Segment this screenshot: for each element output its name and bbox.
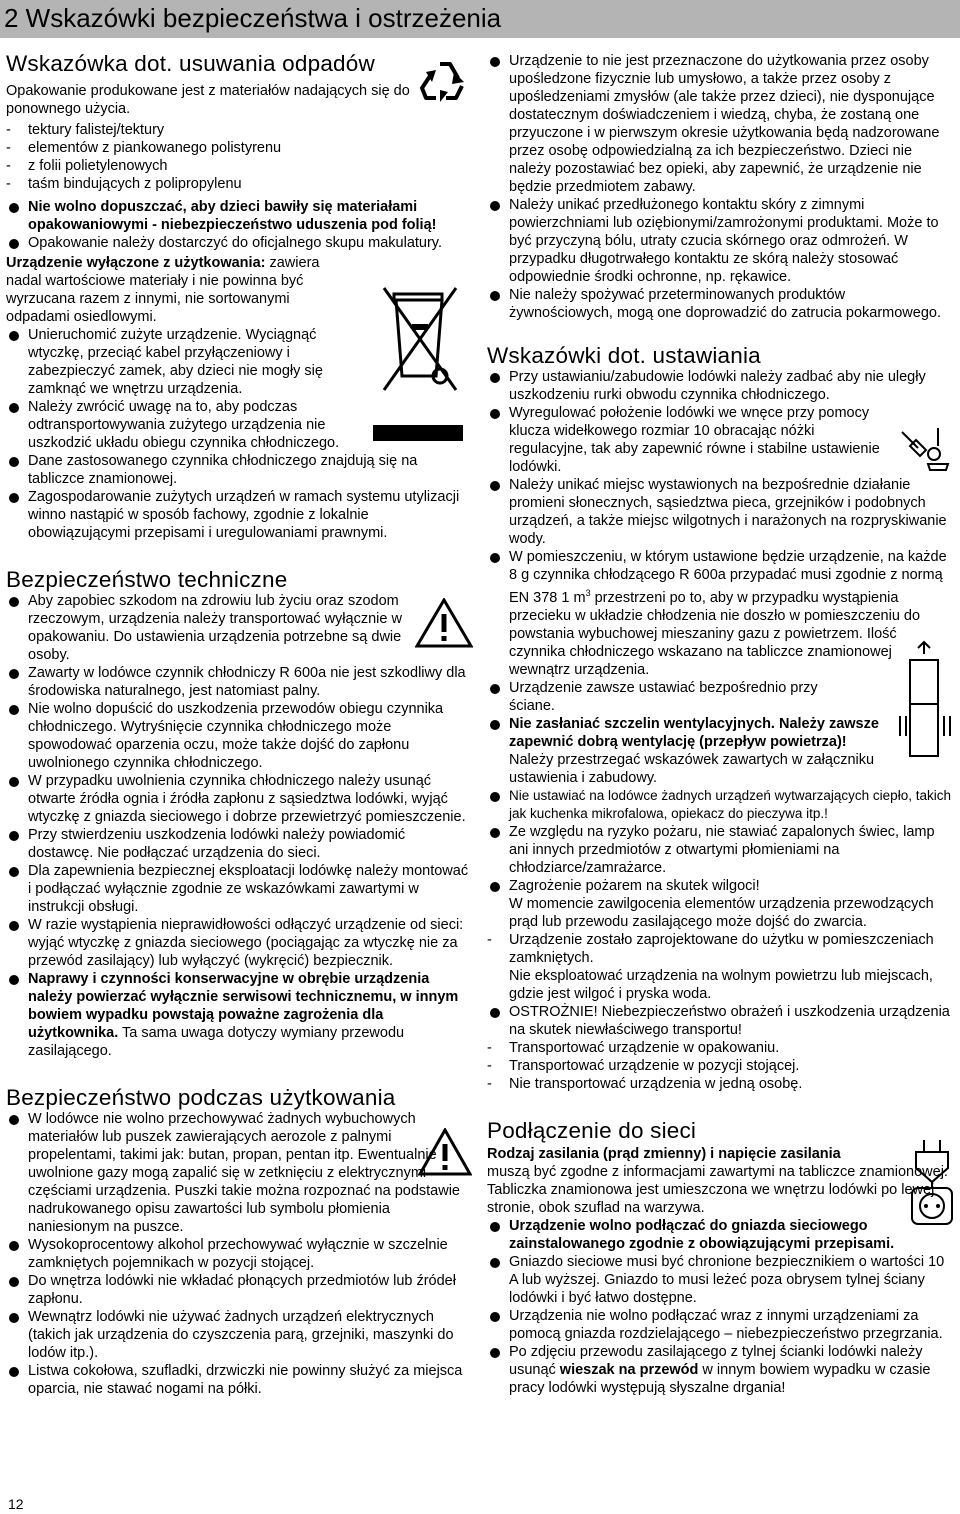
list-item: Aby zapobiec szkodom na zdrowiu lub życiu oraz szodom rzeczowym, urządzenia należy transportować wyłącznie w opakowaniu. Do ustawienia urządzenia potrzebne są dwie osoby. xyxy=(6,592,418,664)
power-paragraph: muszą być zgodne z informacjami zawartymi na tabliczce znamionowej. Tabliczka znamionowa jest umieszczona we wnętrzu lodówki po lewej stronie, obok szuflad na warzywa. xyxy=(487,1163,948,1216)
list-item: Urządzenia nie wolno podłączać wraz z innymi urządzeniami za pomocą gniazda rozdzielającego – niebezpieczeństwo przegrzania. xyxy=(487,1307,953,1343)
list-item: Listwa cokołowa, szufladki, drzwiczki nie powinny służyć za miejsca oparcia, nie stawać nogami na półki. xyxy=(6,1362,472,1398)
page-header xyxy=(0,0,960,38)
power-heading: Podłączenie do sieci xyxy=(487,1117,697,1143)
list-item: - Urządzenie zostało zaprojektowane do użytku w pomieszczeniach zamkniętych. xyxy=(487,931,953,967)
recycle-icon xyxy=(418,58,474,106)
crossed-bin-icon xyxy=(382,284,468,404)
power-subheading: Rodzaj zasilania (prąd zmienny) i napięcie zasilania xyxy=(487,1145,841,1162)
list-item: Opakowanie należy dostarczyć do oficjalnego skupu makulatury. xyxy=(6,234,472,252)
list-item: - z folii polietylenowych xyxy=(6,157,472,175)
list-item: W lodówce nie wolno przechowywać żadnych wybuchowych materiałów lub puszek zawierających aerozole z palnymi propelentami, takimi jak: butan, propan, pentan itp. Ewentualnie uwolnione gazy mogą zapalić się w zetknięciu z elektrycznymi częściami urządzenia. Puszki takie można rozpoznać na podstawie nadrukowanego opisu zawartości lub symbolu płomienia naniesionym na puszce. xyxy=(6,1110,472,1236)
usage-heading: Bezpieczeństwo podczas użytkowania xyxy=(6,1085,396,1110)
list-item: - Nie transportować urządzenia w jedną osobę. xyxy=(487,1075,953,1093)
solid-bar-symbol xyxy=(373,425,463,441)
list-item: Nie wolno dopuścić do uszkodzenia przewodów obiegu czynnika chłodniczego. Wytryśnięcie czynnika chłodniczego może spowodować oparzenia oczu, może także dojść do zapłonu uwolnionego czynnika chłodniczego. xyxy=(6,700,472,772)
tech-warning-bold: Naprawy i czynności konserwacyjne w obrębie urządzenia należy powierzać wyłącznie serwisowi technicznemu, w innym bowiem wypadku powstają poważne zagrożenia dla użytkownika. xyxy=(28,971,459,1041)
list-item: - Transportować urządzenie w opakowaniu. xyxy=(487,1039,953,1057)
left-column xyxy=(6,52,472,1398)
hanger-text-2: w innym bowiem wypadku w czasie pracy lodówki występują słyszalne drgania! xyxy=(509,1361,931,1396)
waste-paragraph-bold: Urządzenie wyłączone z użytkowania: xyxy=(6,255,266,271)
ventilation-diagram-icon xyxy=(890,640,958,766)
outdoor-text: Nie eksploatować urządzenia na wolnym powietrzu lub miejscach, gdzie jest wilgoć i pryska woda. xyxy=(509,967,933,1002)
list-item: Dane zastosowanego czynnika chłodniczego znajdują się na tabliczce znamionowej. xyxy=(6,452,472,488)
list-item: Należy unikać miejsc wystawionych na bezpośrednie działanie promieni słonecznych, sąsiedztwa pieca, grzejników i podobnych urządzeń, a także miejsc wilgotnych i narażonych na rozpryskiwanie wody. xyxy=(487,476,953,548)
setup-section xyxy=(487,344,953,1093)
list-item: Urządzenie wolno podłączać do gniazda sieciowego zainstalowanego zgodnie z obowiązującymi przepisami. xyxy=(487,1217,953,1253)
list-item: Urządzenie zawsze ustawiać bezpośrednio przy ściane. xyxy=(487,679,849,715)
list-item xyxy=(487,715,889,787)
list-item: Nie wolno dopuszczać, aby dzieci bawiły się materiałami opakowaniowymi - niebezpieczeństwo uduszenia pod folią! xyxy=(6,198,472,234)
list-item: Gniazdo sieciowe musi być chronione bezpiecznikiem o wartości 10 A lub wyższej. Gniazdo to musi leżeć poza obrysem tylnej ściany lodówki i być łatwo dostępne. xyxy=(487,1253,953,1307)
list-item: Zagrożenie pożarem na skutek wilgoci! xyxy=(487,877,953,895)
list-item: Unieruchomić zużyte urządzenie. Wyciągnąć wtyczkę, przeciąć kabel przyłączeniowy i zabezpieczyć zamek, aby dzieci nie mogły się zamknąć we wnętrzu urządzenia. xyxy=(6,326,353,398)
tech-heading: Bezpieczeństwo techniczne xyxy=(6,567,288,592)
right-column xyxy=(487,52,953,1397)
list-item: Przy ustawianiu/zabudowie lodówki należy zadbać aby nie uległy uszkodzeniu rurki obwodu czynnika chłodniczego. xyxy=(487,368,953,404)
list-item: - taśm bindujących z polipropylenu xyxy=(6,175,472,193)
tech-warning-text: Ta sama uwaga dotyczy wymiany przewodu zasilającego. xyxy=(28,1025,405,1059)
list-item: W razie wystąpienia nieprawidłowości odłączyć urządzenie od sieci: wyjąć wtyczkę z gniazda sieciowego (pociągając za wtyczkę nie za przewód zasilający) lub wyłączyć (wykręcić) bezpiecznik. xyxy=(6,916,472,970)
tech-section xyxy=(6,568,472,1060)
list-item: Nie ustawiać na lodówce żadnych urządzeń wytwarzających ciepło, takich jak kuchenka mikrofalowa, opiekacz do pieczywa itp.! xyxy=(487,787,953,823)
humidity-text: W momencie zawilgocenia elementów urządzenia przewodzących prąd lub przewodu zasilającego może dojść do zwarcia. xyxy=(509,895,934,930)
waste-paragraph-text: zawiera nadal wartościowe materiały i nie powinna być wyrzucana razem z innymi, nie sortowanymi odpadami osiedlowymi. xyxy=(6,255,320,325)
waste-paragraph xyxy=(6,254,356,326)
list-item: - Transportować urządzenie w pozycji stojącej. xyxy=(487,1057,953,1075)
superscript: 3 xyxy=(585,588,591,598)
list-item: OSTROŻNIE! Niebezpieczeństwo obrażeń i uszkodzenia urządzenia na skutek niewłaściwego transportu! xyxy=(487,1003,953,1039)
list-item: - elementów z piankowanego polistyrenu xyxy=(6,139,472,157)
waste-heading: Wskazówka dot. usuwania odpadów xyxy=(6,51,375,76)
ventilation-note: Należy przestrzegać wskazówek zawartych w załączniku ustawienia i zabudowy. xyxy=(509,751,875,786)
list-item xyxy=(487,1343,953,1397)
ventilation-text-2: przestrzeni po to, aby w przypadku wystąpienia przecieku w układzie chłodzenia nie doszło w pomieszczeniu do powstania wybuchowej mieszaniny gazu z powietrzem. Ilość czynnika chłodniczego wskazano na tabliczce znamionowej wewnątrz urządzenia. xyxy=(509,589,921,678)
page-number: 12 xyxy=(8,1496,24,1512)
page-title: 2 Wskazówki bezpieczeństwa i ostrzeżenia xyxy=(4,3,502,33)
waste-list xyxy=(6,121,472,193)
setup-heading: Wskazówki dot. ustawiania xyxy=(487,343,761,368)
ventilation-text: W pomieszczeniu, w którym ustawione będzie urządzenie, na każde 8 g czynnika chłodzącego R 600a przypadać musi zgodnie z normą EN 378 1 m xyxy=(509,549,947,606)
hanger-bold: wieszak na przewód xyxy=(559,1361,699,1378)
power-section xyxy=(487,1119,953,1397)
list-item: Zagospodarowanie zużytych urządzeń w ramach systemu utylizacji winno nastąpić w sposób fachowy, zgodnie z lokalnie obowiązującymi przepisami i uregulowaniami prawnymi. xyxy=(6,488,472,542)
list-item: W przypadku uwolnienia czynnika chłodniczego należy usunąć otwarte źródła ognia i źródła zapłonu z sąsiedztwa lodówki, wyjąć wtyczkę z gniazda sieciowego i dobrze przewietrzyć pomieszczenie. xyxy=(6,772,472,826)
list-item: Należy unikać przedłużonego kontaktu skóry z zimnymi powierzchniami lub oziębionymi/zamrożonymi produktami. Może to być przyczyną bólu, utraty czucia skórnego oraz odmrożeń. W przypadku długotrwałego kontaktu ze skórą należy stosować odpowiednie środki ochronne, np. rękawice. xyxy=(487,196,953,286)
list-item: Zawarty w lodówce czynnik chłodniczy R 600a nie jest szkodliwy dla środowiska naturalnego, jest natomiast palny. xyxy=(6,664,472,700)
warning-icon xyxy=(415,598,473,648)
ventilation-bold: Nie zasłaniać szczelin wentylacyjnych. Należy zawsze zapewnić dobrą wentylację (przepływ powietrza)! xyxy=(509,715,879,750)
list-item xyxy=(487,548,953,679)
hanger-text: Po zdjęciu przewodu zasilającego z tylnej ścianki lodówki należy usunąć xyxy=(509,1343,923,1378)
wrench-foot-icon xyxy=(898,418,958,478)
list-item: Należy zwrócić uwagę na to, aby podczas odtransportowywania zużytego urządzenia nie uszkodzić układu obiegu czynnika chłodniczego. xyxy=(6,398,378,452)
list-item: Przy stwierdzeniu uszkodzenia lodówki należy powiadomić dostawcę. Nie podłączać urządzenia do sieci. xyxy=(6,826,472,862)
list-item: - tektury falistej/tektury xyxy=(6,121,472,139)
list-item: Do wnętrza lodówki nie wkładać płonących przedmiotów lub źródeł zapłonu. xyxy=(6,1272,472,1308)
list-item: Dla zapewnienia bezpiecznej eksploatacji lodówkę należy montować i podłączać wyłącznie zgodnie ze wskazówkami zawartymi w instrukcji obsługi. xyxy=(6,862,472,916)
list-item: Urządzenie to nie jest przeznaczone do użytkowania przez osoby upośledzone fizycznie lub umysłowo, a także przez osoby z upośledzeniami zmysłów (ale także przez dzieci), nie dysponujące dostatecznym doświadczeniem i wiedzą, chyba, że zostaną one przyuczone i w pierwszym okresie użytkowania będą nadzorowane przez osobę odpowiedzialną za ich bezpieczeństwo. Dzieci nie należy pozostawiać bez opieki, aby zapewnić, że urządzenie nie będzie przedmiotem zabawy. xyxy=(487,52,953,196)
list-item: Ze względu na ryzyko pożaru, nie stawiać zapalonych świec, lamp ani innych przedmiotów z otwartymi płomieniami na chłodziarce/zamrażarce. xyxy=(487,823,953,877)
usage-section xyxy=(6,1086,472,1398)
waste-intro: Opakowanie produkowane jest z materiałów nadających się do ponownego użycia. xyxy=(6,83,410,117)
list-item: Wewnątrz lodówki nie używać żadnych urządzeń elektrycznych (takich jak urządzenia do czyszczenia parą, grzejniki, maszynki do lodów itp.). xyxy=(6,1308,472,1362)
plug-socket-icon xyxy=(908,1138,958,1226)
list-item xyxy=(6,970,472,1060)
warning-icon xyxy=(418,1128,472,1176)
list-item: Wysokoprocentowy alkohol przechowywać wyłącznie w szczelnie zamkniętych pojemnikach w pozycji stojącej. xyxy=(6,1236,472,1272)
list-item: Wyregulować położenie lodówki we wnęce przy pomocy klucza widełkowego rozmiar 10 obracając nóżki regulacyjne, tak aby zapewnić równe i stabilne ustawienie lodówki. xyxy=(487,404,889,476)
list-item: Nie należy spożywać przeterminowanych produktów żywnościowych, mogą one doprowadzić do zatrucia pokarmowego. xyxy=(487,286,953,322)
